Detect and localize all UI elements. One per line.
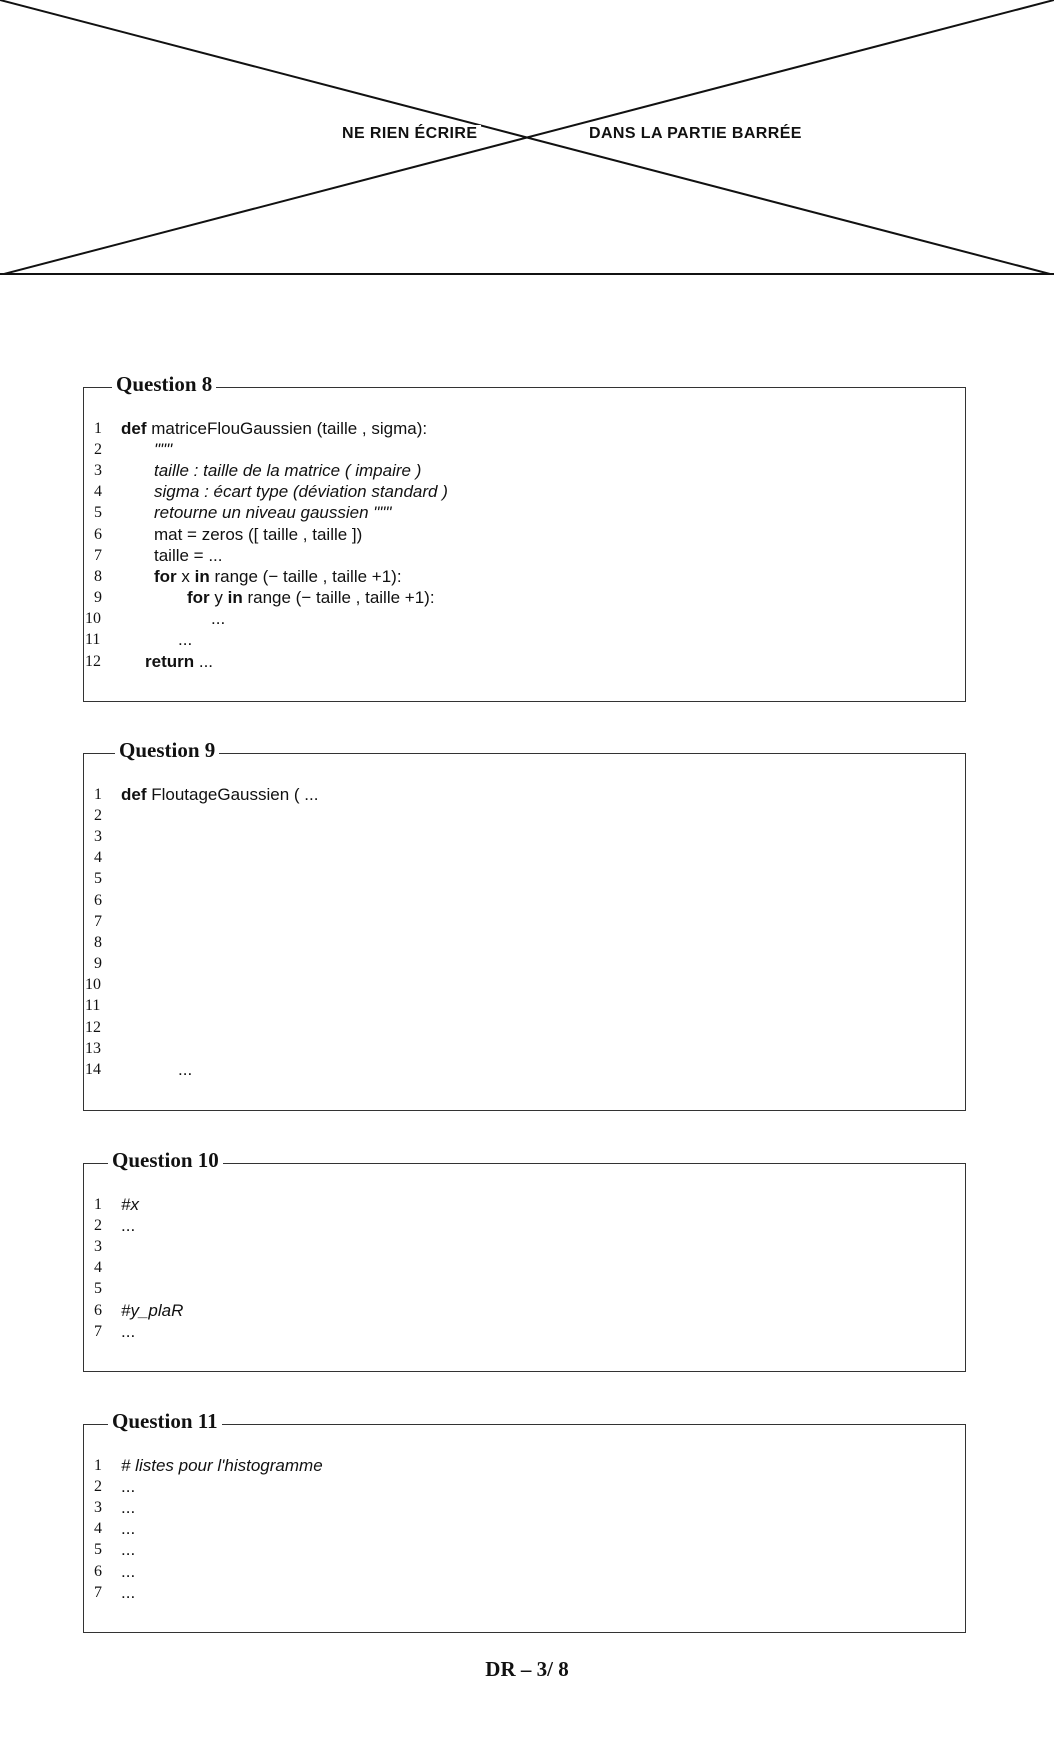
banner-right-text: DANS LA PARTIE BARRÉE [585, 125, 806, 143]
line-number: 2 [94, 440, 102, 458]
code-token: FloutageGaussien ( ... [146, 784, 319, 804]
code-token: range (− taille , taille +1): [242, 588, 435, 608]
code-token: ... [178, 630, 193, 650]
code-line [84, 1236, 965, 1257]
line-number: 6 [94, 1301, 102, 1319]
banner-left-text: NE RIEN ÉCRIRE [338, 125, 481, 143]
line-number: 4 [94, 1259, 102, 1277]
code-text [121, 1216, 135, 1236]
code-line [84, 1455, 965, 1476]
code-text [121, 1322, 135, 1342]
code-token: ... [211, 609, 226, 629]
code-line [84, 911, 965, 932]
code-line [84, 609, 965, 630]
code-comment: # listes pour l'histogramme [121, 1455, 323, 1475]
code-line [84, 805, 965, 826]
code-line [84, 1540, 965, 1561]
code-text [121, 546, 223, 566]
line-number: 14 [85, 1061, 101, 1079]
code-text [112, 1060, 192, 1080]
code-text [121, 1519, 135, 1539]
code-line [84, 503, 965, 524]
code-line [84, 890, 965, 911]
code-line [84, 566, 965, 587]
code-text [121, 419, 427, 439]
line-number: 1 [94, 419, 102, 437]
code-comment: #x [121, 1194, 139, 1214]
code-text [121, 1562, 135, 1582]
line-number: 2 [94, 1216, 102, 1234]
line-number: 2 [94, 806, 102, 824]
code-line [84, 1017, 965, 1038]
code-text [121, 1456, 323, 1476]
code-line [84, 460, 965, 481]
code-keyword: for [154, 566, 177, 586]
code-line [84, 545, 965, 566]
line-number: 4 [94, 849, 102, 867]
code-keyword: in [194, 566, 210, 586]
line-number: 2 [94, 1477, 102, 1495]
code-token: ... [121, 1561, 136, 1581]
question-title: Question 10 [108, 1148, 223, 1173]
code-listing [84, 1455, 965, 1603]
code-line [84, 1279, 965, 1300]
line-number: 11 [85, 631, 101, 649]
code-text [121, 461, 421, 481]
code-comment: """ [154, 439, 173, 459]
code-token: taille = ... [154, 545, 223, 565]
code-line [84, 1215, 965, 1236]
line-number: 11 [85, 997, 101, 1015]
line-number: 7 [94, 546, 102, 564]
code-text [121, 1301, 183, 1321]
code-line [84, 869, 965, 890]
code-token: ... [121, 1519, 136, 1539]
code-text [121, 1477, 135, 1497]
code-line [84, 954, 965, 975]
code-token: ... [121, 1321, 136, 1341]
line-number: 1 [94, 1195, 102, 1213]
code-text [121, 503, 391, 523]
code-line [84, 418, 965, 439]
code-text [121, 1540, 135, 1560]
line-number: 7 [94, 1583, 102, 1601]
code-text [112, 630, 192, 650]
code-text [121, 567, 402, 587]
code-token: mat = zeros ([ taille , taille ]) [154, 524, 363, 544]
code-token: range (− taille , taille +1): [209, 566, 402, 586]
line-number: 9 [94, 955, 102, 973]
code-text [121, 482, 448, 502]
code-token: ... [121, 1497, 136, 1517]
code-token: ... [121, 1540, 136, 1560]
line-number: 8 [94, 567, 102, 585]
code-listing [84, 1194, 965, 1342]
line-number: 3 [94, 1237, 102, 1255]
line-number: 12 [85, 652, 101, 670]
line-number: 5 [94, 870, 102, 888]
code-line [84, 651, 965, 672]
code-line [84, 996, 965, 1017]
code-text [121, 1583, 135, 1603]
code-line [84, 826, 965, 847]
line-number: 6 [94, 525, 102, 543]
question-title: Question 8 [112, 372, 216, 397]
code-line [84, 1476, 965, 1497]
code-line [84, 848, 965, 869]
line-number: 4 [94, 483, 102, 501]
code-line [84, 1519, 965, 1540]
question-box-10[interactable] [83, 1148, 966, 1372]
code-text [112, 609, 225, 629]
code-token: ... [194, 651, 214, 671]
line-number: 7 [94, 1322, 102, 1340]
line-number: 3 [94, 461, 102, 479]
code-line [84, 630, 965, 651]
code-line [84, 524, 965, 545]
code-line [84, 439, 965, 460]
code-token: y [209, 588, 228, 608]
code-comment: sigma : écart type (déviation standard ) [154, 482, 448, 502]
line-number: 6 [94, 1562, 102, 1580]
code-line [84, 588, 965, 609]
code-line [84, 1059, 965, 1080]
line-number: 7 [94, 912, 102, 930]
code-keyword: return [145, 651, 195, 671]
line-number: 3 [94, 827, 102, 845]
code-text [121, 785, 318, 805]
code-keyword: for [187, 588, 210, 608]
code-text [121, 525, 362, 545]
line-number: 13 [85, 1039, 101, 1057]
line-number: 5 [94, 1541, 102, 1559]
line-number: 10 [85, 610, 101, 628]
code-token: matriceFlouGaussien (taille , sigma): [146, 418, 428, 438]
line-number: 8 [94, 933, 102, 951]
question-box-9[interactable] [83, 738, 966, 1111]
question-title: Question 11 [108, 1409, 222, 1434]
code-line [84, 975, 965, 996]
code-token: x [176, 566, 195, 586]
code-line [84, 1561, 965, 1582]
code-line [84, 482, 965, 503]
line-number: 4 [94, 1520, 102, 1538]
code-text [121, 1195, 139, 1215]
code-text [121, 440, 172, 460]
line-number: 10 [85, 976, 101, 994]
code-line [84, 932, 965, 953]
code-keyword: def [121, 784, 147, 804]
code-line [84, 784, 965, 805]
code-line [84, 1300, 965, 1321]
code-listing [84, 784, 965, 1081]
code-token: ... [178, 1060, 193, 1080]
line-number: 5 [94, 1280, 102, 1298]
code-line [84, 1321, 965, 1342]
code-comment: retourne un niveau gaussien """ [154, 503, 392, 523]
code-line [84, 1194, 965, 1215]
question-title: Question 9 [115, 738, 219, 763]
line-number: 1 [94, 1456, 102, 1474]
code-token: ... [121, 1215, 136, 1235]
code-keyword: in [227, 588, 243, 608]
code-line [84, 1582, 965, 1603]
line-number: 5 [94, 504, 102, 522]
line-number: 1 [94, 785, 102, 803]
code-text [112, 652, 213, 672]
code-line [84, 1038, 965, 1059]
code-keyword: def [121, 418, 147, 438]
code-text [121, 1498, 135, 1518]
code-token: ... [121, 1582, 136, 1602]
line-number: 9 [94, 589, 102, 607]
line-number: 6 [94, 891, 102, 909]
code-line [84, 1497, 965, 1518]
code-text [121, 588, 435, 608]
code-comment: #y_plaR [121, 1300, 184, 1320]
question-box-8[interactable] [83, 372, 966, 702]
question-box-11[interactable] [83, 1409, 966, 1633]
code-listing [84, 418, 965, 672]
code-token: ... [121, 1476, 136, 1496]
code-line [84, 1258, 965, 1279]
line-number: 12 [85, 1018, 101, 1036]
code-comment: taille : taille de la matrice ( impaire ) [154, 460, 422, 480]
page-number: DR – 3/ 8 [485, 1657, 569, 1681]
line-number: 3 [94, 1498, 102, 1516]
crossed-out-area [0, 0, 1054, 275]
